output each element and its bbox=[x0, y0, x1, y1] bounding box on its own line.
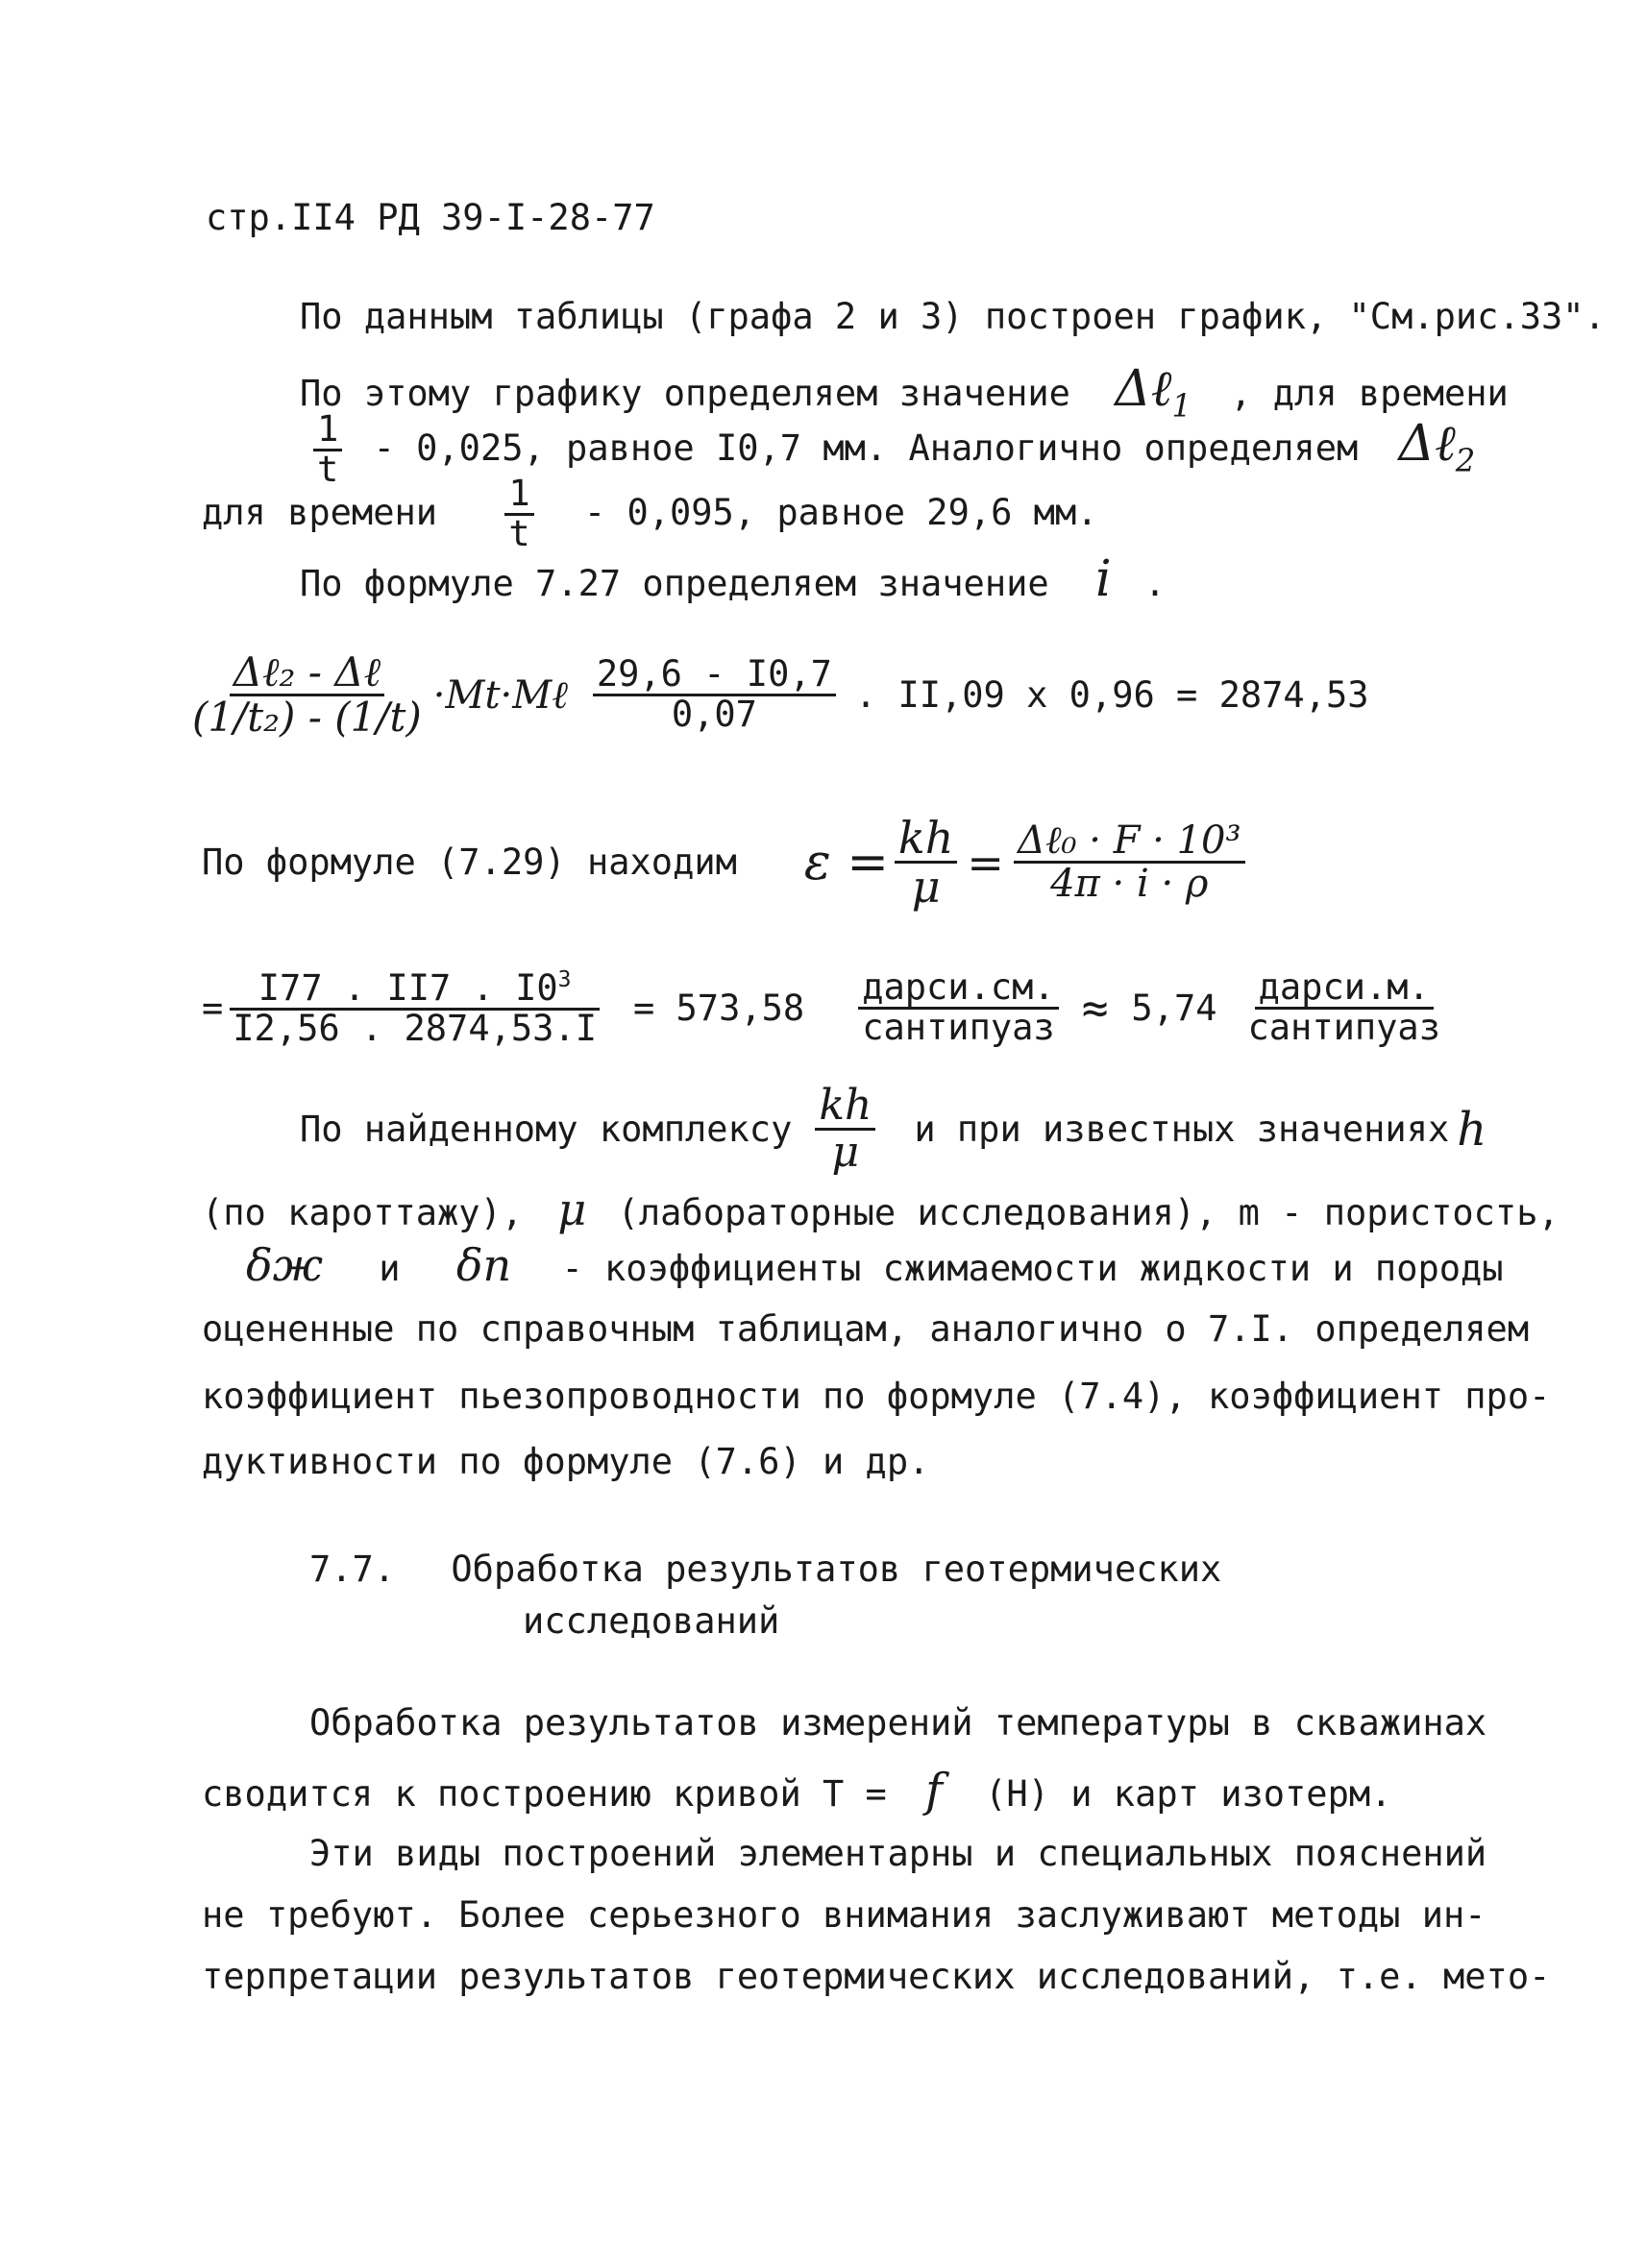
para1-line5-text-b: . bbox=[1143, 563, 1167, 604]
formula3-unit2-den: сантипуаз bbox=[1247, 1006, 1440, 1048]
para1-line4 bbox=[202, 473, 1098, 554]
para2-line2-text-a: (по кароттажу), bbox=[202, 1192, 524, 1233]
para2-and: и bbox=[379, 1248, 401, 1289]
formula1-tail: . II,09 x 0,96 = 2874,53 bbox=[854, 674, 1369, 717]
formula2-eq: = bbox=[967, 836, 1004, 889]
para2-line2-text-b: (лабораторные исследования), m - пористость, bbox=[617, 1192, 1560, 1233]
para1-line5-text-a: По формуле 7.27 определяем значение bbox=[300, 563, 1049, 604]
section-title-line1: Обработка результатов геотермических bbox=[451, 1549, 1222, 1590]
formula3-unit2-num: дарси.м. bbox=[1255, 969, 1434, 1010]
para2-line6: дуктивности по формуле (7.6) и др. bbox=[202, 1441, 930, 1482]
formula2-rhs-num: Δℓ₀ · F · 10³ bbox=[1014, 820, 1245, 864]
section-number: 7.7. bbox=[309, 1549, 396, 1590]
formula3-fraction bbox=[229, 968, 601, 1047]
formula1-lhs-den: (1/t₂) - (1/t) bbox=[192, 694, 422, 742]
para2-line1-text-a: По найденному комплексу bbox=[300, 1109, 793, 1151]
formula3-unit1 bbox=[858, 965, 1058, 1048]
para2-mu: μ bbox=[831, 1128, 860, 1178]
formula3-unit1-den: сантипуаз bbox=[862, 1006, 1055, 1048]
formula2-eps: ε = bbox=[803, 833, 889, 891]
formula3-unit2 bbox=[1244, 965, 1444, 1048]
formula3-num-text: I77 . II7 . I0 bbox=[258, 966, 558, 1009]
formula2-kh-mu bbox=[895, 812, 958, 914]
frac-1-over-t-b bbox=[504, 473, 533, 554]
delta-l2-sub: 2 bbox=[1455, 442, 1476, 479]
para2-line1-text-b: и при известных значениях bbox=[914, 1109, 1450, 1151]
formula3-approx: ≈ bbox=[1081, 982, 1109, 1035]
formula-7-29 bbox=[202, 812, 1245, 914]
para4-line1: Эти виды построений элементарны и специальных пояснений bbox=[309, 1833, 1487, 1874]
i-symbol: i bbox=[1094, 550, 1112, 608]
formula1-value-den: 0,07 bbox=[671, 694, 757, 736]
formula2-rhs bbox=[1014, 818, 1245, 907]
para2-line5: коэффициент пьезопроводности по формуле (7.4), коэффициент про- bbox=[202, 1376, 1551, 1417]
formula3-value2: 5,74 bbox=[1131, 987, 1217, 1029]
section-title-line2: исследований bbox=[523, 1600, 780, 1642]
para2-line3 bbox=[246, 1239, 1504, 1291]
para3-line2-text-a: сводится к построению кривой Т = bbox=[202, 1773, 887, 1815]
para1-line2-text-b: , для времени bbox=[1230, 373, 1509, 414]
para1-line4-text-a: для времени bbox=[202, 491, 438, 533]
para2-kh-mu bbox=[815, 1081, 875, 1178]
para2-line3-text: - коэффициенты сжимаемости жидкости и породы bbox=[561, 1248, 1504, 1289]
formula1-value-fraction bbox=[593, 653, 836, 736]
formula2-rhs-den: 4π · i · ρ bbox=[1050, 862, 1209, 907]
formula-7-27 bbox=[188, 648, 1369, 742]
para1-line4-text-b: - 0,095, равное 29,6 мм. bbox=[583, 491, 1098, 533]
delta-p-symbol: δп bbox=[455, 1239, 512, 1291]
delta-l2-main: Δℓ bbox=[1398, 414, 1456, 473]
formula2-mu: μ bbox=[911, 861, 941, 914]
para3-line1: Обработка результатов измерений температуры в скважинах bbox=[309, 1702, 1487, 1744]
formula3-unit1-num: дарси.см. bbox=[858, 969, 1058, 1010]
para2-line1 bbox=[300, 1081, 1487, 1178]
page-header: стр.II4 РД 39-I-28-77 bbox=[206, 197, 655, 238]
para1-line2-text-a: По этому графику определяем значение bbox=[300, 373, 1070, 414]
section-heading bbox=[309, 1549, 1221, 1590]
para4-line3: терпретации результатов геотермических исследований, т.е. мето- bbox=[202, 1956, 1551, 1997]
frac-num: 1 bbox=[504, 476, 533, 516]
para2-mu2: μ bbox=[557, 1183, 587, 1235]
para2-line2 bbox=[202, 1183, 1560, 1235]
frac-den: t bbox=[317, 448, 339, 490]
para2-kh: kh bbox=[815, 1084, 875, 1131]
para2-h: h bbox=[1457, 1102, 1487, 1157]
para2-line4: оцененные по справочным таблицам, аналогично о 7.I. определяем bbox=[202, 1308, 1530, 1350]
para4-line2: не требуют. Более серьезного внимания заслуживают методы ин- bbox=[202, 1894, 1486, 1936]
delta-zh-symbol: δж bbox=[246, 1239, 323, 1291]
formula3-num-sup: 3 bbox=[557, 967, 572, 992]
formula1-multipliers: ·Mt·Mℓ bbox=[432, 673, 568, 719]
para1-line3-text: - 0,025, равное I0,7 мм. Аналогично определяем bbox=[373, 427, 1359, 469]
f-symbol: f bbox=[925, 1764, 943, 1817]
para1-line1: По данным таблицы (графа 2 и 3) построен график, "См.рис.33". bbox=[300, 296, 1606, 337]
delta-l1-sub: 1 bbox=[1171, 387, 1192, 425]
frac-den: t bbox=[508, 512, 530, 554]
formula3-num bbox=[230, 968, 601, 1011]
para3-line2-text-b: (Н) и карт изотерм. bbox=[985, 1773, 1392, 1815]
formula3-result: = 573,58 bbox=[632, 987, 805, 1029]
formula-result bbox=[202, 965, 1444, 1049]
para3-line2 bbox=[202, 1764, 1391, 1817]
formula2-kh: kh bbox=[895, 815, 958, 864]
formula2-label: По формуле (7.29) находим bbox=[202, 841, 737, 884]
formula3-den: I2,56 . 2874,53.I bbox=[233, 1007, 597, 1049]
formula1-lhs-num: Δℓ₂ - Δℓ bbox=[230, 651, 384, 696]
frac-num: 1 bbox=[313, 411, 342, 451]
delta-l1-main: Δℓ bbox=[1115, 360, 1172, 418]
delta-l2-symbol bbox=[1398, 414, 1476, 479]
formula1-lhs-fraction bbox=[188, 648, 426, 742]
formula1-value-num: 29,6 - I0,7 bbox=[593, 656, 836, 696]
formula3-eq: = bbox=[202, 987, 224, 1029]
delta-l1-symbol bbox=[1115, 360, 1192, 425]
para1-line5 bbox=[300, 550, 1166, 608]
